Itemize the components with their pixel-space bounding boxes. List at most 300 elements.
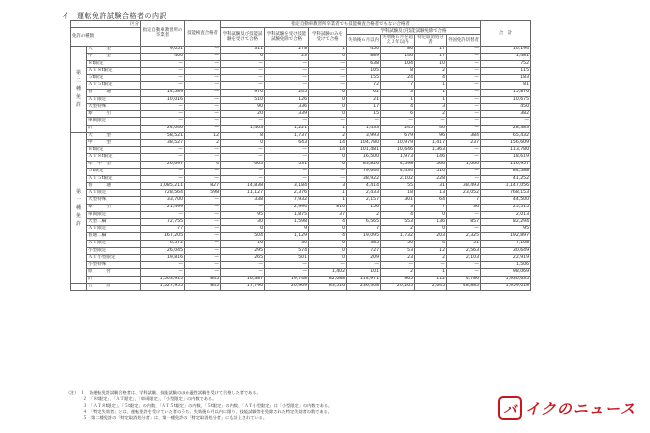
table-cell: 237 bbox=[447, 139, 481, 146]
table-cell: 23 bbox=[265, 53, 309, 60]
watermark-logo bbox=[498, 396, 636, 420]
table-cell: 79,644 bbox=[347, 168, 381, 175]
table-cell: — bbox=[185, 53, 221, 60]
table-row bbox=[71, 125, 531, 132]
table-cell: — bbox=[221, 82, 265, 89]
footnote: （注） １ 各運転免許試験合格者は、学科試験、技能試験のほか適性試験を受けて合格した者である。 bbox=[66, 390, 261, 395]
row-label: 中 型 bbox=[87, 53, 141, 60]
table-cell: — bbox=[185, 89, 221, 96]
table-cell: 510 bbox=[415, 168, 447, 175]
table-cell: 638 bbox=[347, 60, 381, 67]
footnote: ３ 「ＡＴ８t限定」、「５t限定」の内数、「ＡＴ５t限定」の内数、「５t限定」の内数、「ＡＴ小型限定」は「小型限定」の内数である。 bbox=[66, 402, 333, 408]
table-cell: — bbox=[185, 125, 221, 132]
table-cell: — bbox=[265, 60, 309, 67]
table-cell: 8 bbox=[221, 132, 265, 139]
table-cell: — bbox=[265, 262, 309, 269]
table-cell: 889 bbox=[347, 53, 381, 60]
table-row bbox=[71, 190, 531, 197]
table-cell: 55 bbox=[381, 183, 415, 190]
table-cell: 3 bbox=[415, 104, 447, 111]
table-cell: — bbox=[185, 168, 221, 175]
table-cell: 3 bbox=[381, 89, 415, 96]
table-header bbox=[71, 21, 531, 47]
table-row bbox=[71, 226, 531, 233]
table-cell: 1,506 bbox=[481, 262, 531, 269]
row-label: 大型二輪 bbox=[87, 219, 141, 226]
table-cell: 450 bbox=[347, 46, 381, 53]
table-cell: 82,294 bbox=[481, 219, 531, 226]
table-cell: 36 bbox=[447, 204, 481, 211]
table-row bbox=[71, 168, 531, 175]
table-cell: 0 bbox=[415, 211, 447, 218]
table-cell: 531 bbox=[265, 161, 309, 168]
table-row bbox=[71, 89, 531, 96]
table-cell: 810 bbox=[309, 204, 347, 211]
table-cell: 21,499 bbox=[141, 204, 185, 211]
table-cell: 95 bbox=[481, 226, 531, 233]
table-cell: 1,147,056 bbox=[481, 183, 531, 190]
table-cell: 6 bbox=[381, 111, 415, 118]
table-cell: 1,732 bbox=[381, 233, 415, 240]
table-cell: 2,433 bbox=[347, 190, 381, 197]
table-cell: 827 bbox=[185, 183, 221, 190]
table-cell: 30 bbox=[265, 240, 309, 247]
table-cell: 16 bbox=[221, 240, 265, 247]
table-row bbox=[71, 82, 531, 89]
table-cell: — bbox=[221, 262, 265, 269]
table-cell: 1 bbox=[309, 125, 347, 132]
table-cell: — bbox=[141, 111, 185, 118]
table-cell: 845 bbox=[185, 276, 221, 283]
table-cell: 1 bbox=[309, 46, 347, 53]
table-row bbox=[71, 240, 531, 247]
table-cell: — bbox=[265, 75, 309, 82]
header-foreign-license: 外国免許切替者 bbox=[447, 35, 481, 46]
table-cell: — bbox=[185, 60, 221, 67]
table-cell: — bbox=[141, 211, 185, 218]
table-cell: — bbox=[185, 247, 221, 254]
table-cell: 44,500 bbox=[481, 197, 531, 204]
footnote: ４ 「特定失効者」とは、運転免許を受けていた者のうち、失効後６月以内に限り、技能試験等を免除された特定失効者の数である。 bbox=[66, 408, 332, 414]
table-cell: 4 bbox=[185, 161, 221, 168]
table-cell: 10 bbox=[415, 60, 447, 67]
table-cell: 0 bbox=[221, 226, 265, 233]
table-cell: 4 bbox=[309, 219, 347, 226]
table-cell: 14,838 bbox=[221, 183, 265, 190]
table-cell: 33,700 bbox=[141, 197, 185, 204]
header-sub-group: 学科試験及び技能試験免除で合格 bbox=[347, 28, 481, 35]
table-cell: 2,103 bbox=[447, 254, 481, 261]
table-cell: 30 bbox=[221, 219, 265, 226]
table-cell: — bbox=[447, 82, 481, 89]
table-row bbox=[71, 254, 531, 261]
row-label: ＡＴ限定 bbox=[87, 96, 141, 103]
table-row bbox=[71, 183, 531, 190]
table-row bbox=[71, 204, 531, 211]
table-cell: — bbox=[447, 118, 481, 125]
table-cell: 2 bbox=[415, 111, 447, 118]
header-designated-school: 指定自動車教習所の卒業者 bbox=[141, 21, 185, 47]
row-label: ８t限定 bbox=[87, 147, 141, 154]
table-row bbox=[71, 233, 531, 240]
row-label: 牽 引 bbox=[87, 204, 141, 211]
table-cell: 146 bbox=[381, 53, 415, 60]
table-cell: 105 bbox=[347, 68, 381, 75]
table-cell: — bbox=[185, 254, 221, 261]
table-row bbox=[71, 132, 531, 139]
row-label: 準 中 型 bbox=[87, 161, 141, 168]
table-cell: 86 bbox=[381, 46, 415, 53]
row-label: 大 型 bbox=[87, 46, 141, 53]
row-label: ５t限定 bbox=[87, 75, 141, 82]
table-cell: — bbox=[185, 111, 221, 118]
table-cell: — bbox=[185, 233, 221, 240]
row-label: 大 型 bbox=[87, 132, 141, 139]
table-cell: 4,414 bbox=[347, 183, 381, 190]
table-cell: — bbox=[447, 60, 481, 67]
table-cell: — bbox=[447, 96, 481, 103]
table-cell: 156 bbox=[347, 204, 381, 211]
table-cell: 14,589 bbox=[141, 89, 185, 96]
table-cell: 0 bbox=[221, 139, 265, 146]
table-cell: 1,433 bbox=[347, 125, 381, 132]
row-label: 普 通 bbox=[87, 183, 141, 190]
table-cell: 976 bbox=[221, 89, 265, 96]
table-cell: 115 bbox=[481, 68, 531, 75]
table-row bbox=[71, 111, 531, 118]
table-cell: 400 bbox=[141, 53, 185, 60]
table-cell: 10,194 bbox=[481, 46, 531, 53]
table-cell: 38,922 bbox=[347, 175, 381, 182]
table-cell: — bbox=[185, 219, 221, 226]
table-title: イ 運転免許試験合格者の内訳 bbox=[62, 12, 167, 20]
table-cell: 16,500 bbox=[347, 154, 381, 161]
table-cell: 510 bbox=[221, 96, 265, 103]
table-cell: — bbox=[141, 175, 185, 182]
table-cell: — bbox=[447, 89, 481, 96]
table-cell: — bbox=[447, 168, 481, 175]
table-cell: — bbox=[347, 262, 381, 269]
table-cell: — bbox=[381, 262, 415, 269]
table-cell: — bbox=[141, 75, 185, 82]
footnote: ２ 「８t限定」、「ＡＴ限定」、「車両限定」、「小型限定」の内数である。 bbox=[66, 396, 217, 402]
table-cell: 845 bbox=[185, 283, 221, 290]
row-label: 計 bbox=[87, 276, 141, 283]
table-cell: 2,645 bbox=[415, 283, 447, 290]
table-cell: 17 bbox=[415, 53, 447, 60]
table-cell: 0 bbox=[309, 53, 347, 60]
row-label: 原 付 bbox=[87, 269, 141, 276]
header-special-cancel: 特定取消処分者 bbox=[415, 35, 447, 46]
table-cell: 1,402 bbox=[309, 269, 347, 276]
table-cell: 20,969 bbox=[265, 283, 309, 290]
table-cell: — bbox=[265, 175, 309, 182]
table-cell: 17,790 bbox=[221, 283, 265, 290]
table-cell: — bbox=[185, 147, 221, 154]
row-label: ＡＴ８t限定 bbox=[87, 154, 141, 161]
table-cell: — bbox=[447, 147, 481, 154]
table-cell: 0 bbox=[309, 247, 347, 254]
table-cell: 3 bbox=[309, 183, 347, 190]
table-cell: — bbox=[447, 211, 481, 218]
table-cell: 236,308 bbox=[347, 283, 381, 290]
table-cell: 384 bbox=[447, 132, 481, 139]
table-cell: — bbox=[185, 96, 221, 103]
table-cell: 9,051 bbox=[141, 46, 185, 53]
table-cell: 77 bbox=[141, 226, 185, 233]
table-row bbox=[71, 197, 531, 204]
table-cell: 295 bbox=[221, 247, 265, 254]
table-cell: — bbox=[221, 269, 265, 276]
table-cell: 1 bbox=[415, 89, 447, 96]
table-cell: 10,979 bbox=[381, 139, 415, 146]
table-cell: 12 bbox=[415, 247, 447, 254]
row-label: 車両限定 bbox=[87, 118, 141, 125]
table-body bbox=[71, 46, 531, 290]
row-label: ＡＴ限定 bbox=[87, 240, 141, 247]
table-cell: 1,973 bbox=[381, 154, 415, 161]
table-cell: — bbox=[141, 269, 185, 276]
table-cell: 155 bbox=[347, 75, 381, 82]
table-cell: 553 bbox=[381, 219, 415, 226]
table-cell: 7,932 bbox=[265, 197, 309, 204]
table-cell: 95 bbox=[221, 211, 265, 218]
table-cell: 1,085,211 bbox=[141, 183, 185, 190]
table-cell: 126 bbox=[265, 96, 309, 103]
row-label: 小型限定 bbox=[87, 247, 141, 254]
table-cell: — bbox=[447, 75, 481, 82]
table-cell: 81 bbox=[481, 82, 531, 89]
table-cell: 7 bbox=[347, 226, 381, 233]
table-cell: 4,434 bbox=[381, 168, 415, 175]
table-cell: 0 bbox=[309, 111, 347, 118]
table-cell: 4,786 bbox=[447, 276, 481, 283]
table-cell: 665 bbox=[221, 161, 265, 168]
table-cell: — bbox=[185, 175, 221, 182]
header-expired-6m: 失効後６月以内 bbox=[347, 35, 381, 46]
table-cell: 278 bbox=[265, 46, 309, 53]
table-cell: 101,481 bbox=[347, 147, 381, 154]
table-cell: — bbox=[185, 204, 221, 211]
table-cell: 26,697 bbox=[141, 161, 185, 168]
table-cell: 7 bbox=[415, 204, 447, 211]
table-cell: 0 bbox=[309, 254, 347, 261]
table-row bbox=[71, 147, 531, 154]
table-cell: 768,153 bbox=[481, 190, 531, 197]
table-cell: 101 bbox=[347, 269, 381, 276]
table-cell: 7 bbox=[381, 82, 415, 89]
table-cell: 679 bbox=[381, 132, 415, 139]
table-row bbox=[71, 175, 531, 182]
table-cell: 504 bbox=[221, 233, 265, 240]
table-cell: — bbox=[447, 175, 481, 182]
table-cell: 7,108 bbox=[481, 240, 531, 247]
table-cell: 72 bbox=[347, 82, 381, 89]
table-cell: 11,127 bbox=[221, 190, 265, 197]
table-cell: 62 bbox=[347, 89, 381, 96]
table-cell: 24,040 bbox=[141, 125, 185, 132]
table-cell: — bbox=[447, 269, 481, 276]
table-cell: 1,930,635 bbox=[481, 276, 531, 283]
table-cell: 338 bbox=[221, 197, 265, 204]
table-cell: 245 bbox=[265, 89, 309, 96]
table-cell: 727 bbox=[347, 247, 381, 254]
header-license-type: 免許の種類 bbox=[71, 28, 141, 46]
table-cell: 1,481 bbox=[481, 53, 531, 60]
table-cell: 58,521 bbox=[141, 132, 185, 139]
table-cell: — bbox=[221, 75, 265, 82]
table-cell: 0 bbox=[309, 161, 347, 168]
table-cell: — bbox=[141, 60, 185, 67]
row-label: ＡＴ５t限定 bbox=[87, 82, 141, 89]
table-cell: — bbox=[265, 168, 309, 175]
table-cell: 1,503,915 bbox=[141, 276, 185, 283]
table-cell: 20 bbox=[221, 111, 265, 118]
header-expired-3y: 失効後６月を超え３年以内 bbox=[382, 35, 413, 46]
row-label: ＡＴ８t限定 bbox=[87, 68, 141, 75]
table-cell: 0 bbox=[309, 89, 347, 96]
table-cell: 203 bbox=[415, 233, 447, 240]
table-cell: 1 bbox=[415, 269, 447, 276]
footnote: ５ 第二種免許の「特定取消処分者」は、第一種免許の「特定取消処分者」にも計上されている。 bbox=[66, 415, 268, 421]
table-cell: 84,588 bbox=[481, 168, 531, 175]
table-cell: 2 bbox=[309, 132, 347, 139]
table-cell: 4 bbox=[381, 104, 415, 111]
table-cell: 311 bbox=[221, 46, 265, 53]
brand-text: イクのニュース bbox=[525, 399, 636, 418]
row-label: 普通二輪 bbox=[87, 233, 141, 240]
header-written-skill: 学科試験及び技能試験を受けて合格 bbox=[221, 28, 265, 46]
table-cell: 1 bbox=[309, 197, 347, 204]
table-cell: — bbox=[447, 226, 481, 233]
table-cell: 2,563 bbox=[447, 247, 481, 254]
table-cell: — bbox=[309, 168, 347, 175]
table-row bbox=[71, 262, 531, 269]
header-kubun: 区分 bbox=[71, 21, 141, 28]
table-cell: 37 bbox=[309, 211, 347, 218]
row-label: 大型特殊 bbox=[87, 197, 141, 204]
table-cell: 96 bbox=[415, 132, 447, 139]
header-group-title: 指定自動車教習所卒業者でも技能検査合格者でもない合格者 bbox=[221, 21, 481, 28]
table-cell: 104 bbox=[381, 60, 415, 67]
table-cell: 2 bbox=[381, 226, 415, 233]
table-cell: 13 bbox=[415, 190, 447, 197]
table-cell: — bbox=[221, 60, 265, 67]
table-cell: — bbox=[447, 53, 481, 60]
header-total: 合 計 bbox=[481, 21, 531, 47]
table-cell: 857 bbox=[447, 219, 481, 226]
table-row bbox=[71, 154, 531, 161]
table-cell: 116,957 bbox=[481, 161, 531, 168]
table-cell: 21 bbox=[347, 96, 381, 103]
table-cell: 501 bbox=[265, 254, 309, 261]
table-cell: — bbox=[309, 68, 347, 75]
table-cell: 10,675 bbox=[481, 96, 531, 103]
table-cell: 385 bbox=[347, 240, 381, 247]
table-cell: 19,748 bbox=[265, 276, 309, 283]
table-cell: — bbox=[185, 226, 221, 233]
table-cell: 23 bbox=[381, 254, 415, 261]
table-cell: 2 bbox=[347, 211, 381, 218]
table-row bbox=[71, 161, 531, 168]
table-cell: — bbox=[447, 104, 481, 111]
table-cell: 8 bbox=[381, 68, 415, 75]
table-cell: — bbox=[309, 118, 347, 125]
table-cell: — bbox=[185, 240, 221, 247]
table-cell: 22,919 bbox=[481, 254, 531, 261]
row-label: ＡＴ限定 bbox=[87, 226, 141, 233]
table-cell: 15 bbox=[347, 111, 381, 118]
table-cell: 6,572 bbox=[141, 240, 185, 247]
table-cell: 1 bbox=[381, 96, 415, 103]
table-cell: 4,598 bbox=[381, 161, 415, 168]
table-cell: 167,205 bbox=[141, 233, 185, 240]
table-cell: — bbox=[381, 118, 415, 125]
table-cell: 64 bbox=[415, 197, 447, 204]
table-cell: 598 bbox=[185, 190, 221, 197]
table-cell: — bbox=[185, 75, 221, 82]
total-row bbox=[71, 283, 531, 290]
table-cell: 1,527,955 bbox=[141, 283, 185, 290]
table-cell: — bbox=[447, 154, 481, 161]
table-row bbox=[71, 96, 531, 103]
table-cell: — bbox=[309, 262, 347, 269]
table-cell: 10,016 bbox=[141, 96, 185, 103]
table-cell: — bbox=[265, 118, 309, 125]
table-row bbox=[71, 46, 531, 53]
row-label: 合 計 bbox=[87, 283, 141, 290]
table-cell: — bbox=[447, 262, 481, 269]
table-cell: 2,376 bbox=[265, 190, 309, 197]
table-cell: 1,417 bbox=[415, 139, 447, 146]
table-cell: 1,737 bbox=[265, 132, 309, 139]
table-cell: — bbox=[309, 175, 347, 182]
table-cell: 4 bbox=[415, 75, 447, 82]
header-written-skill-exempt: 学科試験を受け技能試験免除で合格 bbox=[265, 28, 309, 46]
table-cell: — bbox=[265, 269, 309, 276]
table-cell: 41,252 bbox=[481, 175, 531, 182]
table-cell: 1 bbox=[415, 82, 447, 89]
table-cell: 1,363 bbox=[415, 147, 447, 154]
table-cell: — bbox=[141, 104, 185, 111]
row-label: ８t限定 bbox=[87, 60, 141, 67]
table-cell: 0 bbox=[309, 96, 347, 103]
row-label: 牽 引 bbox=[87, 111, 141, 118]
table-cell: 72,755 bbox=[141, 219, 185, 226]
table-cell: 382 bbox=[481, 111, 531, 118]
table-cell: 1,060 bbox=[447, 161, 481, 168]
table-cell: — bbox=[185, 211, 221, 218]
table-cell: 83,826 bbox=[347, 161, 381, 168]
table-cell: 104,780 bbox=[347, 139, 381, 146]
table-cell: 2,013 bbox=[481, 211, 531, 218]
table-cell: 90 bbox=[221, 104, 265, 111]
table-cell: 3,993 bbox=[347, 132, 381, 139]
table-cell: 112 bbox=[415, 276, 447, 283]
group-label-empty bbox=[71, 283, 87, 290]
table-cell: 574 bbox=[265, 247, 309, 254]
table-cell: 114,971 bbox=[347, 276, 381, 283]
table-row bbox=[71, 219, 531, 226]
table-row bbox=[71, 68, 531, 75]
table-cell: — bbox=[141, 154, 185, 161]
table-cell: 0 bbox=[415, 226, 447, 233]
row-label: 車両限定 bbox=[87, 211, 141, 218]
table-cell: 1,598 bbox=[265, 219, 309, 226]
table-cell: 1 bbox=[415, 96, 447, 103]
table-cell: — bbox=[415, 118, 447, 125]
table-cell: 2,325 bbox=[447, 233, 481, 240]
